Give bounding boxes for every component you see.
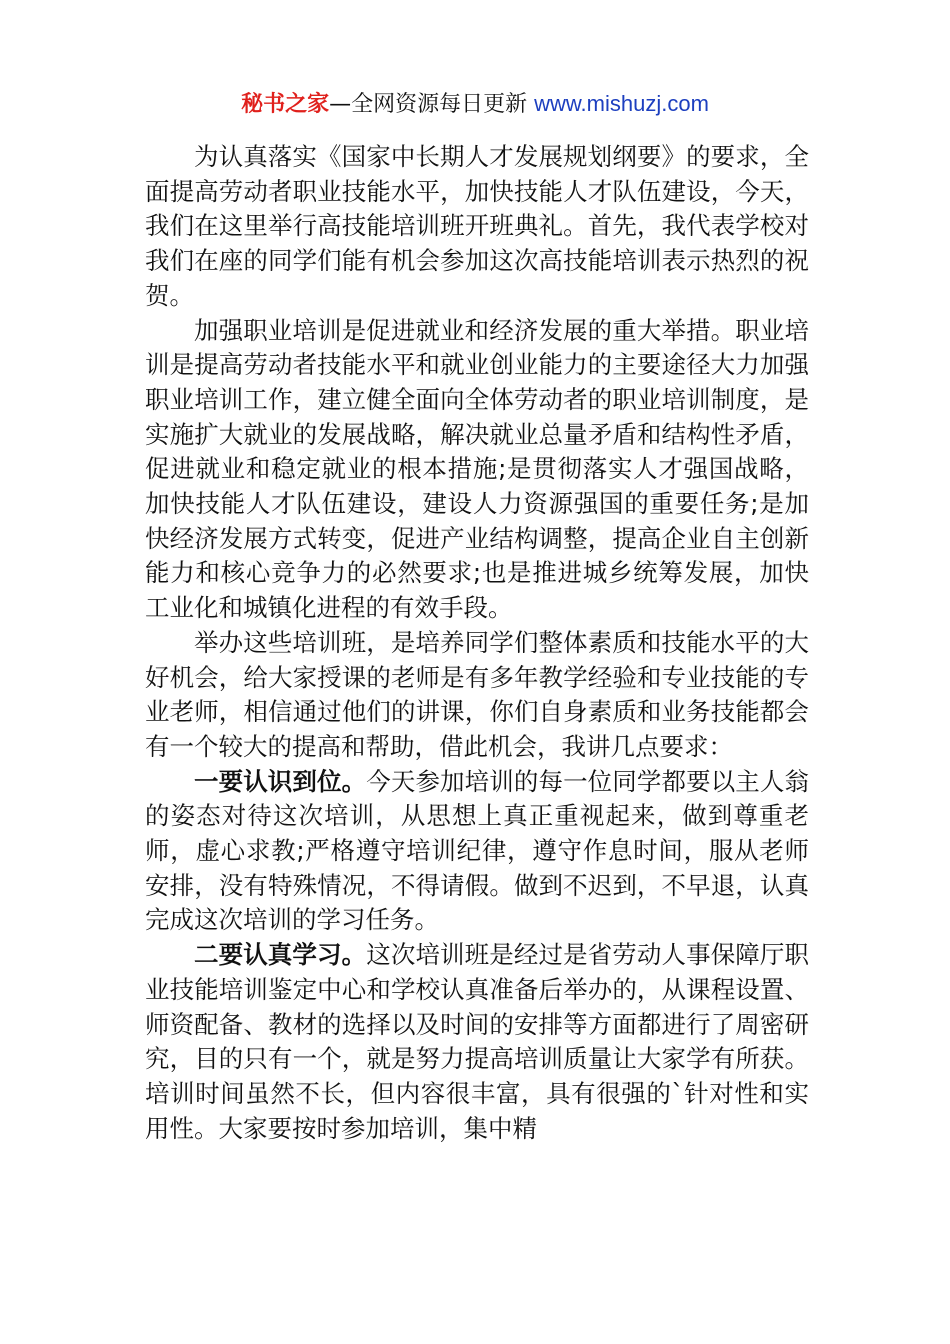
paragraph-text: 为认真落实《国家中长期人才发展规划纲要》的要求，全面提高劳动者职业技能水平，加快技能人才队伍建设，今天，我们在这里举行高技能培训班开班典礼。首先，我代表学校对我们在座的同学们能有机会参加这次高技能培训表示热烈的祝贺。 bbox=[145, 142, 809, 310]
paragraph-importance bbox=[145, 314, 809, 626]
paragraph-intro bbox=[145, 140, 809, 314]
site-header bbox=[0, 88, 950, 121]
paragraph-text: 今天参加培训的每一位同学都要以主人翁的姿态对待这次培训，从思想上真正重视起来，做到尊重老师，虚心求教;严格遵守培训纪律，遵守作息时间，服从老师安排，没有特殊情况，不得请假。做到不迟到，不早退，认真完成这次培训的学习任务。 bbox=[145, 766, 810, 935]
paragraph-lead: 二要认真学习。 bbox=[194, 940, 367, 970]
paragraph-opportunity bbox=[145, 626, 809, 765]
site-brand: 秘书之家 bbox=[241, 92, 330, 117]
paragraph-requirement-1 bbox=[145, 765, 809, 939]
paragraph-lead: 一要认识到位。 bbox=[194, 766, 367, 796]
site-tagline: —全网资源每日更新 bbox=[329, 92, 535, 117]
paragraph-text: 这次培训班是经过是省劳动人事保障厅职业技能培训鉴定中心和学校认真准备后举办的，从课程设置、师资配备、教材的选择以及时间的安排等方面都进行了周密研究，目的只有一个，就是努力提高培训质量让大家学有所获。培训时间虽然不长，但内容很丰富，具有很强的`针对性和实用性。大家要按时参加培训，集中精 bbox=[145, 940, 810, 1143]
document-body bbox=[145, 140, 809, 1146]
paragraph-text: 举办这些培训班，是培养同学们整体素质和技能水平的大好机会，给大家授课的老师是有多年教学经验和专业技能的专业老师，相信通过他们的讲课，你们自身素质和业务技能都会有一个较大的提高和帮助，借此机会，我讲几点要求： bbox=[145, 627, 809, 761]
site-url[interactable]: www.mishuzj.com bbox=[534, 91, 709, 116]
paragraph-text: 加强职业培训是促进就业和经济发展的重大举措。职业培训是提高劳动者技能水平和就业创业能力的主要途径大力加强职业培训工作，建立健全面向全体劳动者的职业培训制度，是实施扩大就业的发展战略，解决就业总量矛盾和结构性矛盾，促进就业和稳定就业的根本措施;是贯彻落实人才强国战略，加快技能人才队伍建设，建设人力资源强国的重要任务;是加快经济发展方式转变，促进产业结构调整，提高企业自主创新能力和核心竞争力的必然要求;也是推进城乡统筹发展，加快工业化和城镇化进程的有效手段。 bbox=[145, 315, 809, 623]
paragraph-requirement-2 bbox=[145, 938, 809, 1146]
